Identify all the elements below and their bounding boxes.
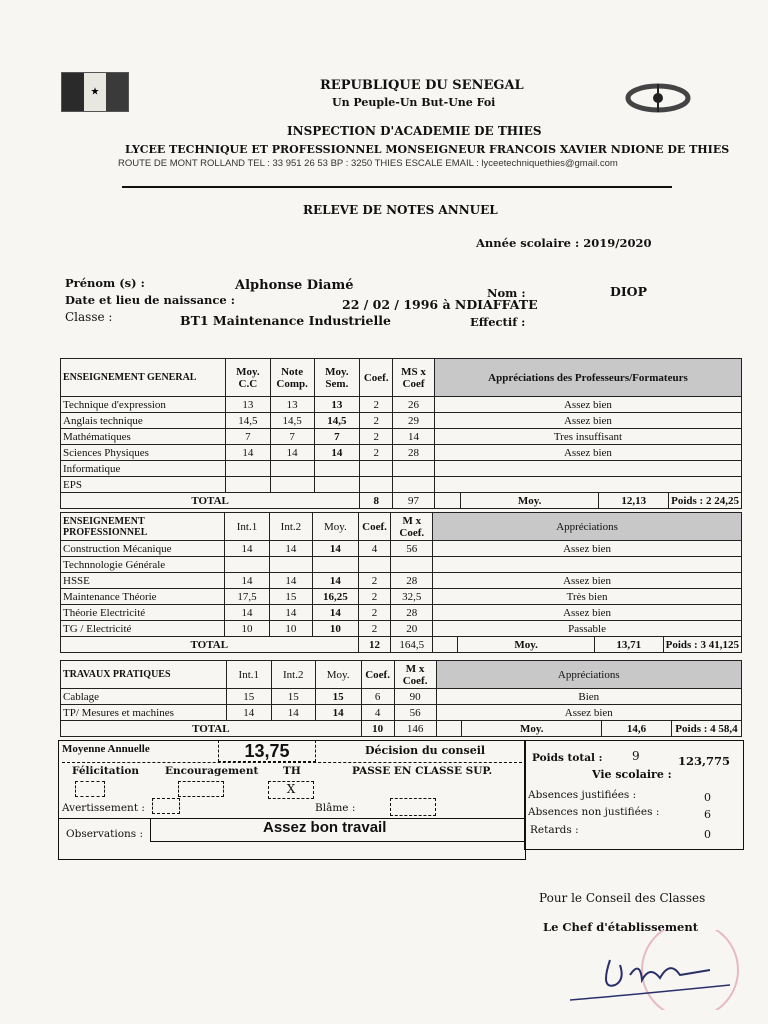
table-row [61, 461, 742, 477]
cell-a: 7 [225, 429, 270, 445]
moy-annuelle-label: Moyenne Annuelle [62, 743, 150, 755]
moy-annuelle-value: 13,75 [218, 740, 316, 762]
table-row [61, 413, 742, 429]
table-row [61, 573, 742, 589]
cell-total: 32,5 [391, 589, 433, 605]
cell-c: 16,25 [313, 589, 358, 605]
cell-subject: Théorie Electricité [61, 605, 225, 621]
classe-label: Classe : [65, 310, 113, 324]
general-poids: 2 [705, 494, 712, 507]
cell-appreciation: Assez bien [433, 541, 742, 557]
pro-poids: 3 [700, 638, 706, 651]
tp-total-label: TOTAL [61, 721, 362, 737]
signature [570, 930, 740, 1010]
cell-b: 7 [270, 429, 314, 445]
cell-b [269, 557, 312, 573]
cell-total [393, 477, 435, 493]
passe-label: PASSE EN CLASSE SUP. [352, 765, 493, 777]
cell-subject: Informatique [61, 461, 226, 477]
cell-total [391, 557, 433, 573]
cell-coef: 4 [358, 541, 391, 557]
table-row [61, 621, 742, 637]
table-row [61, 477, 742, 493]
cell-subject: Mathématiques [61, 429, 226, 445]
cell-coef [360, 461, 393, 477]
tp-table [60, 660, 742, 737]
pro-col-coef: Coef. [358, 513, 391, 541]
cell-total: 56 [394, 705, 436, 721]
document-title: RELEVE DE NOTES ANNUEL [303, 203, 498, 217]
th-label: TH [283, 765, 301, 777]
cell-c: 14 [313, 605, 358, 621]
cell-appreciation [434, 461, 741, 477]
school-address: ROUTE DE MONT ROLLAND TEL : 33 951 26 53 BP : 3250 THIES ESCALE EMAIL : lyceetechniquethies@gmail.com [118, 158, 618, 169]
cell-c: 14 [314, 445, 360, 461]
cell-total: 29 [393, 413, 435, 429]
pro-sum: 164,5 [391, 637, 433, 653]
table-row [61, 445, 742, 461]
cell-a: 15 [226, 689, 271, 705]
observations-value: Assez bon travail [263, 819, 387, 836]
cell-c [314, 477, 360, 493]
tp-moy-label: Moy. [462, 721, 602, 737]
pro-pts: 41,125 [708, 638, 739, 651]
tp-col-coef: Coef. [361, 661, 394, 689]
inspection: INSPECTION D'ACADEMIE DE THIES [287, 124, 542, 138]
cell-appreciation: Assez bien [434, 445, 741, 461]
cell-subject: Maintenance Théorie [61, 589, 225, 605]
cell-a: 14 [226, 705, 271, 721]
cell-b [270, 477, 314, 493]
cell-subject: Technnologie Générale [61, 557, 225, 573]
cell-c [313, 557, 358, 573]
abs-just-label: Absences justifiées : [528, 789, 637, 801]
cell-total: 28 [391, 573, 433, 589]
cell-coef: 6 [361, 689, 394, 705]
app-header: Appréciations des Professeurs/Formateurs [434, 359, 741, 397]
cell-a [225, 461, 270, 477]
cell-c: 14 [315, 705, 361, 721]
cell-total: 28 [393, 445, 435, 461]
cell-b: 15 [271, 689, 315, 705]
table-row [61, 557, 742, 573]
points-total: 123,775 [678, 754, 731, 768]
republic-title: REPUBLIQUE DU SENEGAL [320, 78, 524, 93]
encouragement-checkbox[interactable] [178, 781, 224, 797]
cell-subject: HSSE [61, 573, 225, 589]
cell-appreciation: Assez bien [434, 413, 741, 429]
pro-poids-label: Poids : [665, 638, 698, 651]
cell-b: 14 [269, 541, 312, 557]
table-row [61, 541, 742, 557]
felicitation-checkbox[interactable] [75, 781, 105, 797]
cell-appreciation: Assez bien [434, 397, 741, 413]
pro-table [60, 512, 742, 653]
cell-c: 15 [315, 689, 361, 705]
tp-coef-total: 10 [361, 721, 394, 737]
cell-coef: 4 [361, 705, 394, 721]
cell-subject: TP/ Mesures et machines [61, 705, 227, 721]
chef-text: Le Chef d'établissement [543, 920, 699, 934]
general-moy-label: Moy. [460, 493, 599, 509]
col-moy-cc: Moy. C.C [225, 359, 270, 397]
cell-appreciation: Assez bien [433, 605, 742, 621]
effectif-label: Effectif : [470, 315, 526, 329]
cell-a: 13 [225, 397, 270, 413]
pro-coef-total: 12 [358, 637, 391, 653]
poids-total: 9 [632, 749, 640, 763]
blame-label: Blâme : [315, 802, 356, 814]
cell-a: 14 [225, 573, 269, 589]
col-coef: Coef. [360, 359, 393, 397]
nom-label: Nom : [487, 286, 526, 300]
cell-appreciation: Tres insuffisant [434, 429, 741, 445]
pro-total-label: TOTAL [61, 637, 359, 653]
cell-total: 14 [393, 429, 435, 445]
cell-appreciation: Assez bien [436, 705, 741, 721]
star-icon: ★ [90, 86, 100, 98]
cell-coef: 2 [358, 621, 391, 637]
conseil-text: Pour le Conseil des Classes [539, 891, 706, 905]
abs-non-value: 6 [704, 808, 711, 821]
nom-value: DIOP [610, 284, 647, 299]
pro-moy-label: Moy. [458, 637, 594, 653]
pro-moy: 13,71 [594, 637, 663, 653]
cell-b: 14 [269, 573, 312, 589]
pro-col-int1: Int.1 [225, 513, 269, 541]
col-note-comp: Note Comp. [270, 359, 314, 397]
cell-total [393, 461, 435, 477]
cell-appreciation: Très bien [433, 589, 742, 605]
col-ms-coef: MS x Coef [393, 359, 435, 397]
cell-total: 56 [391, 541, 433, 557]
cell-coef: 2 [360, 413, 393, 429]
general-moy: 12,13 [599, 493, 669, 509]
felicitation-label: Félicitation [72, 765, 140, 777]
table-row [61, 589, 742, 605]
poids-total-label: Poids total : [532, 752, 603, 764]
cell-subject: Technique d'expression [61, 397, 226, 413]
cell-a: 17,5 [225, 589, 269, 605]
cell-appreciation [434, 477, 741, 493]
cell-coef: 2 [358, 573, 391, 589]
cell-subject: Construction Mécanique [61, 541, 225, 557]
general-pts: 24,25 [714, 494, 739, 507]
abs-just-value: 0 [704, 791, 711, 804]
cell-b: 13 [270, 397, 314, 413]
cell-a: 14 [225, 541, 269, 557]
senegal-flag [61, 72, 129, 112]
tp-sum: 146 [394, 721, 436, 737]
cell-b: 14 [270, 445, 314, 461]
cell-coef: 2 [360, 445, 393, 461]
encouragement-label: Encouragement [165, 765, 259, 777]
table-row [61, 397, 742, 413]
prenom-label: Prénom (s) : [65, 276, 145, 290]
cell-subject: Anglais technique [61, 413, 226, 429]
observations-label: Observations : [66, 828, 144, 840]
tp-section-title: TRAVAUX PRATIQUES [61, 661, 227, 689]
avertissement-label: Avertissement : [62, 802, 145, 814]
tp-moy: 14,6 [602, 721, 672, 737]
school-name: LYCEE TECHNIQUE ET PROFESSIONNEL MONSEIGNEUR FRANCOIS XAVIER NDIONE DE THIES [125, 143, 730, 156]
naissance-label: Date et lieu de naissance : [65, 293, 235, 307]
cell-total: 28 [391, 605, 433, 621]
tp-app-header: Appréciations [436, 661, 741, 689]
general-sum: 97 [393, 493, 435, 509]
header-divider [122, 186, 672, 188]
cell-c [314, 461, 360, 477]
retards-label: Retards : [530, 824, 579, 836]
cell-subject: Cablage [61, 689, 227, 705]
general-table [60, 358, 742, 509]
cell-coef: 2 [358, 605, 391, 621]
cell-b: 10 [269, 621, 312, 637]
prenom-value: Alphonse Diamé [235, 278, 354, 293]
cell-c: 14,5 [314, 413, 360, 429]
cell-total: 26 [393, 397, 435, 413]
general-section-title: ENSEIGNEMENT GENERAL [61, 359, 226, 397]
cell-a: 10 [225, 621, 269, 637]
cell-c: 14 [313, 541, 358, 557]
tp-poids: 4 [710, 722, 716, 735]
decision-label: Décision du conseil [365, 744, 486, 757]
dash-line [62, 762, 522, 763]
cell-b: 14,5 [270, 413, 314, 429]
avertissement-checkbox[interactable] [152, 798, 180, 814]
general-coef-total: 8 [360, 493, 393, 509]
abs-non-label: Absences non justifiées : [528, 806, 660, 818]
cell-c: 10 [313, 621, 358, 637]
cell-subject: Sciences Physiques [61, 445, 226, 461]
cell-subject: EPS [61, 477, 226, 493]
cell-b: 14 [269, 605, 312, 621]
pro-app-header: Appréciations [433, 513, 742, 541]
cell-c: 13 [314, 397, 360, 413]
tp-col-int2: Int.2 [271, 661, 315, 689]
cell-b: 15 [269, 589, 312, 605]
cell-c: 14 [313, 573, 358, 589]
cell-appreciation [433, 557, 742, 573]
retards-value: 0 [704, 828, 711, 841]
cell-a [225, 557, 269, 573]
cell-appreciation: Assez bien [433, 573, 742, 589]
cell-appreciation: Passable [433, 621, 742, 637]
cell-coef [360, 477, 393, 493]
cell-b: 14 [271, 705, 315, 721]
th-checkbox[interactable]: X [268, 781, 314, 799]
classe-value: BT1 Maintenance Industrielle [180, 313, 391, 328]
table-row [61, 689, 742, 705]
cell-b [270, 461, 314, 477]
motto: Un Peuple-Un But-Une Foi [332, 96, 496, 109]
cell-a [225, 477, 270, 493]
cell-appreciation: Bien [436, 689, 741, 705]
school-logo [620, 80, 710, 120]
table-row [61, 605, 742, 621]
pro-col-moy: Moy. [313, 513, 358, 541]
naissance-value: 22 / 02 / 1996 à NDIAFFATE [342, 297, 538, 312]
pro-col-mcoef: M x Coef. [391, 513, 433, 541]
cell-a: 14 [225, 445, 270, 461]
cell-coef: 2 [358, 589, 391, 605]
cell-coef: 2 [360, 397, 393, 413]
school-year: Année scolaire : 2019/2020 [476, 236, 652, 250]
tp-col-mcoef: M x Coef. [394, 661, 436, 689]
cell-a: 14 [225, 605, 269, 621]
blame-checkbox[interactable] [390, 798, 436, 816]
vie-scolaire-label: Vie scolaire : [592, 768, 672, 781]
cell-c: 7 [314, 429, 360, 445]
general-poids-label: Poids : [671, 494, 704, 507]
cell-total: 90 [394, 689, 436, 705]
cell-a: 14,5 [225, 413, 270, 429]
tp-col-moy: Moy. [315, 661, 361, 689]
tp-poids-label: Poids : [675, 722, 708, 735]
pro-col-int2: Int.2 [269, 513, 312, 541]
cell-coef: 2 [360, 429, 393, 445]
cell-coef [358, 557, 391, 573]
pro-section-title: ENSEIGNEMENT PROFESSIONNEL [61, 513, 225, 541]
table-row [61, 705, 742, 721]
tp-col-int1: Int.1 [226, 661, 271, 689]
cell-subject: TG / Electricité [61, 621, 225, 637]
tp-pts: 58,4 [718, 722, 738, 735]
general-total-label: TOTAL [61, 493, 360, 509]
table-row [61, 429, 742, 445]
col-moy-sem: Moy. Sem. [314, 359, 360, 397]
cell-total: 20 [391, 621, 433, 637]
